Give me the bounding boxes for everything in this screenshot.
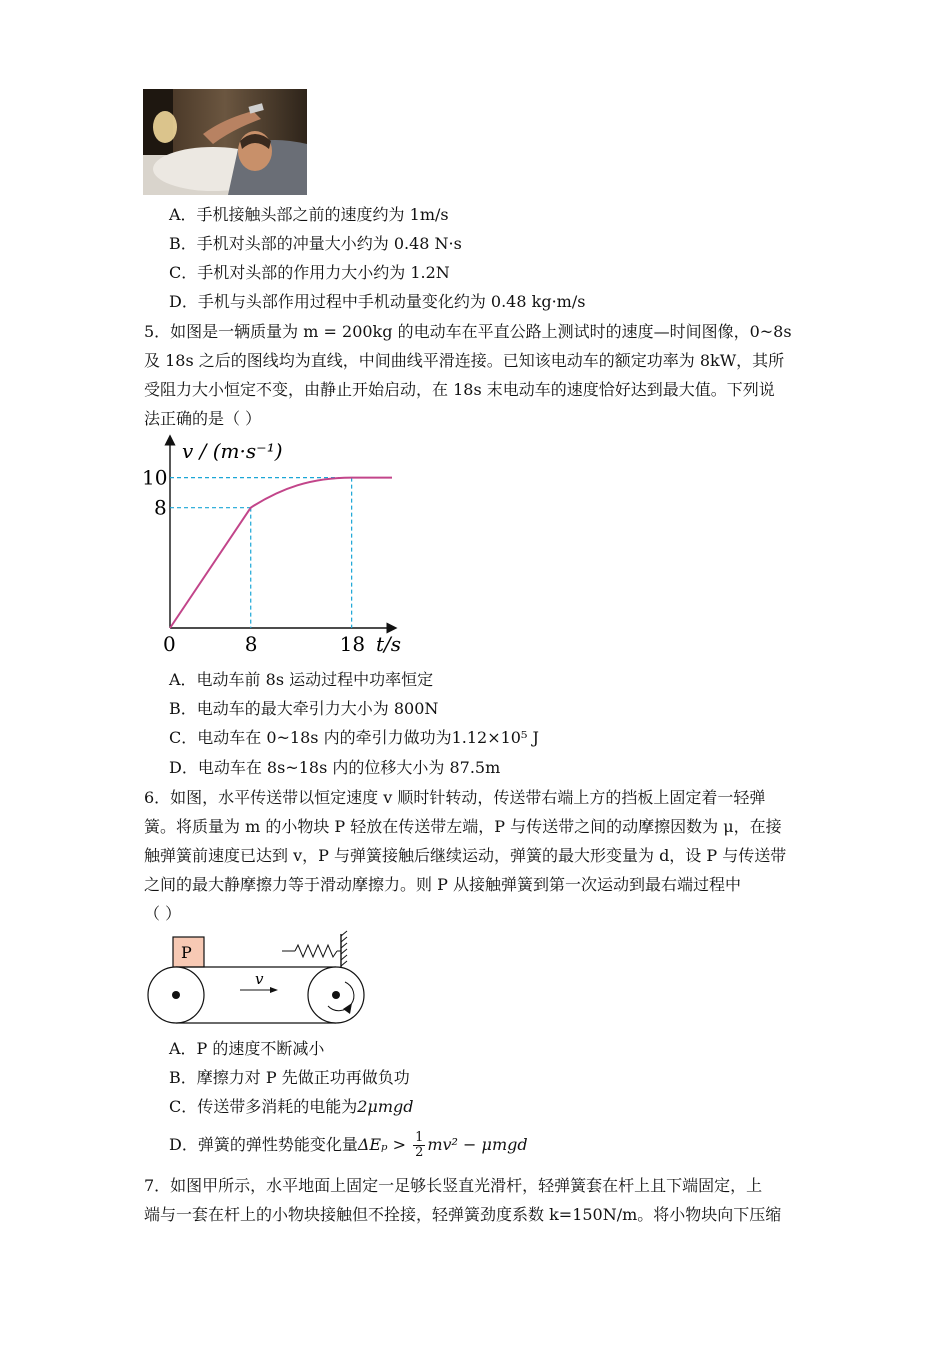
spring	[295, 945, 337, 957]
q7-stem-line-1: 7．如图甲所示，水平地面上固定一足够长竖直光滑杆，轻弹簧套在杆上且下端固定，上	[144, 1176, 763, 1195]
q4-option-b: B．手机对头部的冲量大小约为 0.48 N·s	[169, 234, 462, 253]
q6-stem-line-5: （ ）	[144, 904, 182, 923]
q6-stem-line-3: 触弹簧前速度已达到 v，P 与弹簧接触后继续运动，弹簧的最大形变量为 d，设 P 与传送带	[144, 846, 787, 865]
q4-option-a: A．手机接触头部之前的速度约为 1m/s	[169, 205, 449, 224]
q6-option-d	[169, 1131, 528, 1160]
q6-stem-line-1: 6．如图，水平传送带以恒定速度 v 顺时针转动，传送带右端上方的挡板上固定着一轻弹	[144, 788, 766, 807]
y-axis-label: v / (m·s⁻¹)	[182, 439, 283, 463]
x-tick-0: 0	[163, 632, 176, 656]
q5-option-d: D．电动车在 8s~18s 内的位移大小为 87.5m	[169, 758, 501, 777]
one-half-fraction: $\frac{1}{2}$	[415, 1130, 424, 1160]
x-tick-18: 18	[339, 632, 366, 656]
y-tick-10: 10	[142, 465, 168, 490]
block-p-label: P	[181, 943, 192, 962]
q6-option-d-text: D．弹簧的弹性势能变化量	[169, 1135, 358, 1154]
y-tick-8: 8	[154, 495, 167, 520]
q6-stem-line-4: 之间的最大静摩擦力等于滑动摩擦力。则 P 从接触弹簧到第一次运动到最右端过程中	[144, 875, 741, 894]
x-axis-label: t/s	[376, 632, 402, 656]
x-tick-8: 8	[244, 632, 258, 656]
conveyor-belt-figure	[140, 930, 370, 1030]
q6-option-d-math-suffix: mv² − μmgd	[427, 1135, 528, 1154]
q6-option-a: A．P 的速度不断减小	[169, 1039, 325, 1058]
q5-option-a: A．电动车前 8s 运动过程中功率恒定	[169, 670, 434, 689]
q5-option-b: B．电动车的最大牵引力大小为 800N	[169, 699, 439, 718]
velocity-time-chart	[130, 430, 420, 660]
q6-option-d-math-prefix: ΔEₚ >	[357, 1135, 406, 1154]
q6-option-b: B．摩擦力对 P 先做正功再做负功	[169, 1068, 410, 1087]
q6-option-c-text: C．传送带多消耗的电能为	[169, 1097, 358, 1116]
q5-stem-line-2: 及 18s 之后的图线均为直线，中间曲线平滑连接。已知该电动车的额定功率为 8kW，其所	[144, 351, 785, 370]
velocity-curve	[170, 478, 392, 628]
q4-option-d: D．手机与头部作用过程中手机动量变化约为 0.48 kg·m/s	[169, 292, 586, 311]
velocity-label: v	[255, 970, 264, 988]
phone-falling-photo	[143, 89, 307, 195]
q5-stem-line-4: 法正确的是（ ）	[144, 409, 262, 428]
q7-stem-line-2: 端与一套在杆上的小物块接触但不拴接，轻弹簧劲度系数 k=150N/m。将小物块向下压缩	[144, 1205, 782, 1224]
q5-option-c: C．电动车在 0~18s 内的牵引力做功为1.12×10⁵ J	[169, 728, 539, 747]
q5-stem-line-3: 受阻力大小恒定不变，由静止开始启动，在 18s 末电动车的速度恰好达到最大值。下列说	[144, 380, 775, 399]
q6-option-c-math: 2μmgd	[357, 1097, 414, 1116]
q6-option-c	[169, 1097, 413, 1117]
q6-stem-line-2: 簧。将质量为 m 的小物块 P 轻放在传送带左端，P 与传送带之间的动摩擦因数为 μ，在接	[144, 817, 782, 836]
q4-option-c: C．手机对头部的作用力大小约为 1.2N	[169, 263, 450, 282]
q5-stem-line-1: 5．如图是一辆质量为 m = 200kg 的电动车在平直公路上测试时的速度—时间图像，0~8s	[144, 322, 792, 341]
